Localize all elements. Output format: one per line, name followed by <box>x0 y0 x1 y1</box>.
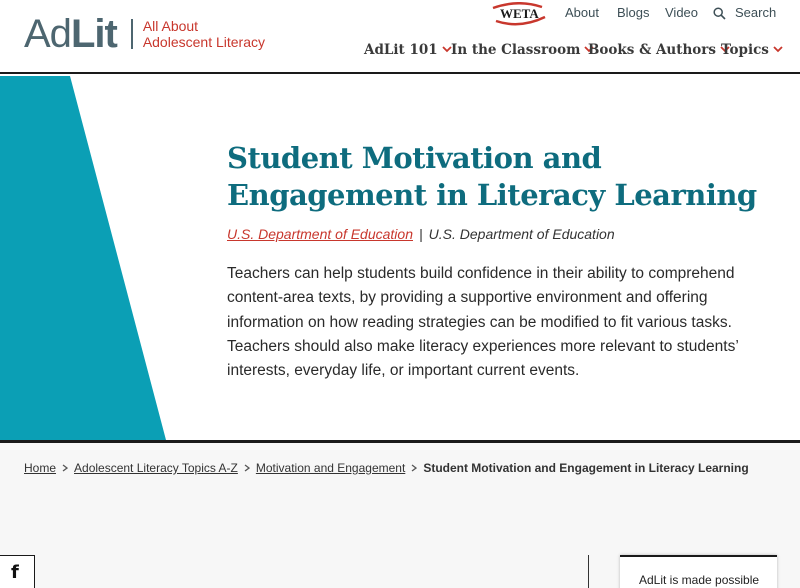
weta-logo[interactable] <box>490 2 548 24</box>
breadcrumb-current: Student Motivation and Engagement in Literacy Learning <box>423 461 749 475</box>
nav-topics[interactable] <box>721 42 783 58</box>
video-link[interactable]: Video <box>665 5 699 20</box>
about-link[interactable]: About <box>565 5 599 20</box>
breadcrumb-chevron-icon <box>62 464 68 472</box>
sponsor-box <box>620 555 777 588</box>
source-publisher: U.S. Department of Education <box>428 226 615 242</box>
breadcrumb-topics-a-z[interactable]: Adolescent Literacy Topics A-Z <box>74 461 238 475</box>
nav-books-authors[interactable] <box>588 42 730 58</box>
weta-text: WETA <box>500 6 539 21</box>
teal-decoration <box>0 76 170 440</box>
article-summary: Teachers can help students build confidence in their ability to comprehend content-area texts, by providing a supportive environment and offering information on how reading strategies can be modified to fit various tasks. Teachers should also make literacy experiences more relevant to students’ interests, everyday life, or important current events. <box>227 265 739 380</box>
breadcrumb-home[interactable]: Home <box>24 461 57 475</box>
source-separator: | <box>419 226 423 242</box>
nav-label: Books & Authors <box>588 42 717 58</box>
logo-tagline: All About Adolescent Literacy <box>142 18 265 50</box>
page-title: Student Motivation and Engagement in Literacy Learning <box>227 141 757 212</box>
site-logo[interactable] <box>24 14 265 54</box>
facebook-share-button[interactable] <box>0 555 35 588</box>
breadcrumb-motivation[interactable]: Motivation and Engagement <box>255 461 406 475</box>
blogs-link[interactable]: Blogs <box>617 5 650 20</box>
site-header <box>0 0 800 74</box>
content-area <box>0 443 800 588</box>
source-link[interactable]: U.S. Department of Education <box>227 226 413 242</box>
nav-label: AdLit 101 <box>364 42 438 58</box>
breadcrumb-chevron-icon <box>244 464 250 472</box>
nav-in-the-classroom[interactable] <box>451 42 594 58</box>
chevron-down-icon <box>773 44 783 54</box>
logo-wordmark: AdLit <box>24 12 117 56</box>
hero-section <box>0 76 800 440</box>
breadcrumb-chevron-icon <box>411 464 417 472</box>
search-icon[interactable] <box>713 7 726 20</box>
nav-label: Topics <box>721 42 769 58</box>
breadcrumb <box>24 461 749 475</box>
facebook-icon: f <box>11 562 19 583</box>
sponsor-text: AdLit is made possible <box>639 573 760 587</box>
nav-adlit-101[interactable] <box>364 42 452 58</box>
logo-divider <box>131 19 133 49</box>
column-divider <box>588 555 589 588</box>
article-source <box>227 226 615 242</box>
nav-label: In the Classroom <box>451 42 581 58</box>
search-link[interactable]: Search <box>735 5 777 20</box>
